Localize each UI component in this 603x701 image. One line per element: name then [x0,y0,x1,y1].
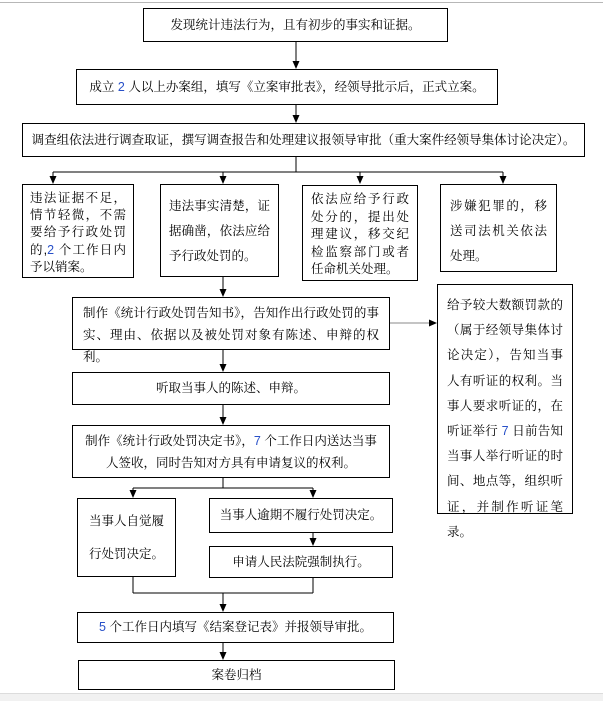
node-insufficient-evidence [22,184,134,278]
node-disciplinary-text: 依法应给予行政处分的，提出处理建议，移交纪检监察部门或者任命机关处理。 [311,192,409,276]
node-case-closing [77,612,394,643]
connector-merge-closing [133,577,313,612]
node-overdue-text: 当事人逾期不履行处罚决定。 [219,508,383,523]
number-2-days: 2 [117,79,125,94]
node-court-text: 申请人民法院强制执行。 [232,554,370,569]
connector-notice-listen [220,350,227,372]
node-criminal-text: 涉嫌犯罪的，移送司法机关依法处理。 [450,199,547,263]
number-7-workdays: 7 [253,434,261,448]
node-voluntary-text: 当事人自觉履行处罚决定。 [89,514,165,561]
node-investigate [22,123,585,157]
node-archive-text: 案卷归档 [211,667,262,682]
node-hearing-rights [437,284,573,539]
connector-discover-setup [293,42,300,69]
connector-decision-split [130,478,317,498]
node-listen-text: 听取当事人的陈述、申辩。 [155,381,306,396]
number-2-workdays: 2 [47,242,55,257]
node-setup-case-team [76,69,498,105]
node-setup-text: 成立 2 人以上办案组，填写《立案审批表》，经领导批示后，正式立案。 [89,79,485,94]
node-voluntary-compliance [77,498,176,577]
node-criminal-transfer [440,184,557,272]
connector-overdue-court [310,533,317,546]
node-investigate-text: 调查组依法进行调查取证，撰写调查报告和处理建议报领导审批（重大案件经领导集体讨论决定）。 [31,132,576,147]
node-penalty-notice-text: 制作《统计行政处罚告知书》，告知作出行政处罚的事实、理由、依据以及被处罚对象有陈述、申辩的权利。 [83,306,379,364]
node-court-enforcement [209,546,393,578]
node-discover-violation [143,8,448,42]
node-hearing-text: 给予较大数额罚款的（属于经领导集体讨论决定），告知当事人有听证的权利。当事人要求听证的，在听证举行 7 日前告知当事人举行听证的时间、地点等，组织听证，并制作听证笔录。 [447,298,563,539]
connector-branch-line [50,157,507,184]
number-7-days-before: 7 [501,424,509,439]
node-penalty-notice [72,297,390,364]
node-archive-files [78,660,395,690]
bottom-gray-strip [0,693,603,701]
node-overdue-noncompliance [209,498,393,533]
connector-setup-investigate [293,105,300,123]
connector-clearfacts-notice [220,277,227,297]
connector-notice-hearing [390,320,437,327]
node-discover-text: 发现统计违法行为，且有初步的事实和证据。 [170,17,421,32]
node-case-closing-text: 5 个工作日内填写《结案登记表》并报领导审批。 [99,620,372,635]
node-insufficient-text: 违法证据不足，情节轻微，不需要给予行政处罚的,2 个工作日内予以销案。 [30,191,126,274]
connector-listen-decision [220,405,227,425]
node-clear-facts [160,184,279,277]
node-listen-statement [72,372,390,405]
node-penalty-decision [72,425,390,478]
node-clear-facts-text: 违法事实清楚，证据确凿，依法应给予行政处罚的。 [169,199,270,263]
node-disciplinary-action [302,185,418,281]
connector-closing-archive [220,643,227,660]
number-5-workdays: 5 [99,620,106,635]
node-penalty-decision-text: 制作《统计行政处罚决定书》，7 个工作日内送达当事人签收，同时告知对方具有申请复议的权利。 [85,434,377,470]
